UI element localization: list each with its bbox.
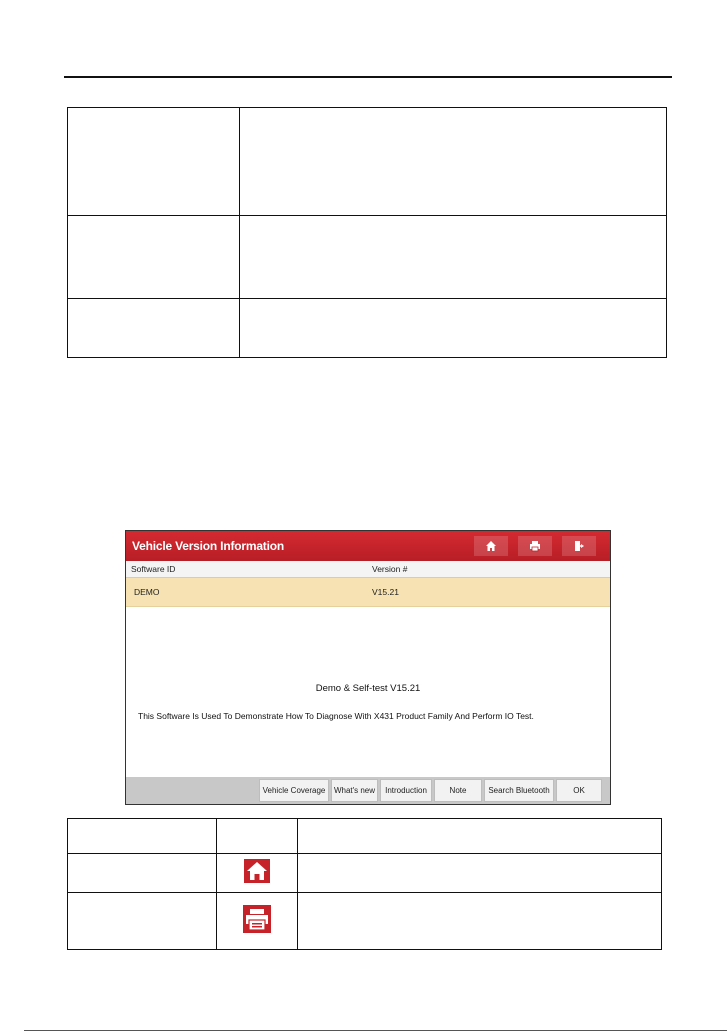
exit-button[interactable] bbox=[562, 536, 596, 556]
button-bar bbox=[126, 777, 610, 804]
print-icon bbox=[529, 540, 541, 552]
table-cell bbox=[298, 819, 662, 854]
software-info-title: Demo & Self-test V15.21 bbox=[315, 683, 421, 694]
title-bar bbox=[126, 531, 610, 561]
ok-button[interactable]: OK bbox=[556, 779, 602, 802]
column-header-row bbox=[126, 561, 610, 578]
version-cell: V15.21 bbox=[372, 587, 399, 597]
search-bluetooth-button[interactable]: Search Bluetooth bbox=[484, 779, 554, 802]
table-cell bbox=[68, 893, 217, 950]
table-cell bbox=[240, 216, 667, 299]
print-button[interactable] bbox=[518, 536, 552, 556]
bottom-rule bbox=[24, 1030, 727, 1031]
table-cell bbox=[68, 108, 240, 216]
table-cell bbox=[240, 108, 667, 216]
table-cell bbox=[298, 893, 662, 950]
vehicle-coverage-button[interactable]: Vehicle Coverage bbox=[259, 779, 329, 802]
home-icon bbox=[244, 859, 270, 883]
note-button[interactable]: Note bbox=[434, 779, 482, 802]
home-button[interactable] bbox=[474, 536, 508, 556]
print-icon bbox=[243, 905, 271, 933]
whats-new-button[interactable]: What's new bbox=[331, 779, 378, 802]
table-cell bbox=[68, 299, 240, 358]
table-cell bbox=[240, 299, 667, 358]
screen-title: Vehicle Version Information bbox=[132, 539, 284, 553]
software-id-cell: DEMO bbox=[134, 587, 160, 597]
icon-legend-table bbox=[67, 818, 662, 950]
exit-icon bbox=[573, 540, 585, 552]
table-cell bbox=[217, 854, 298, 893]
table-cell bbox=[217, 819, 298, 854]
introduction-button[interactable]: Introduction bbox=[380, 779, 432, 802]
table-cell bbox=[68, 854, 217, 893]
software-info-description: This Software Is Used To Demonstrate How To Diagnose With X431 Product Family And Perform IO Test. bbox=[138, 711, 534, 721]
column-header-software-id: Software ID bbox=[131, 564, 176, 574]
column-header-version: Version # bbox=[372, 564, 408, 574]
table-row[interactable] bbox=[126, 578, 610, 607]
vehicle-version-screen bbox=[125, 530, 611, 805]
table-cell bbox=[217, 893, 298, 950]
table-cell bbox=[68, 819, 217, 854]
table-cell bbox=[68, 216, 240, 299]
table-cell bbox=[298, 854, 662, 893]
home-icon bbox=[485, 540, 497, 552]
top-table bbox=[67, 107, 667, 358]
header-rule bbox=[64, 76, 672, 78]
